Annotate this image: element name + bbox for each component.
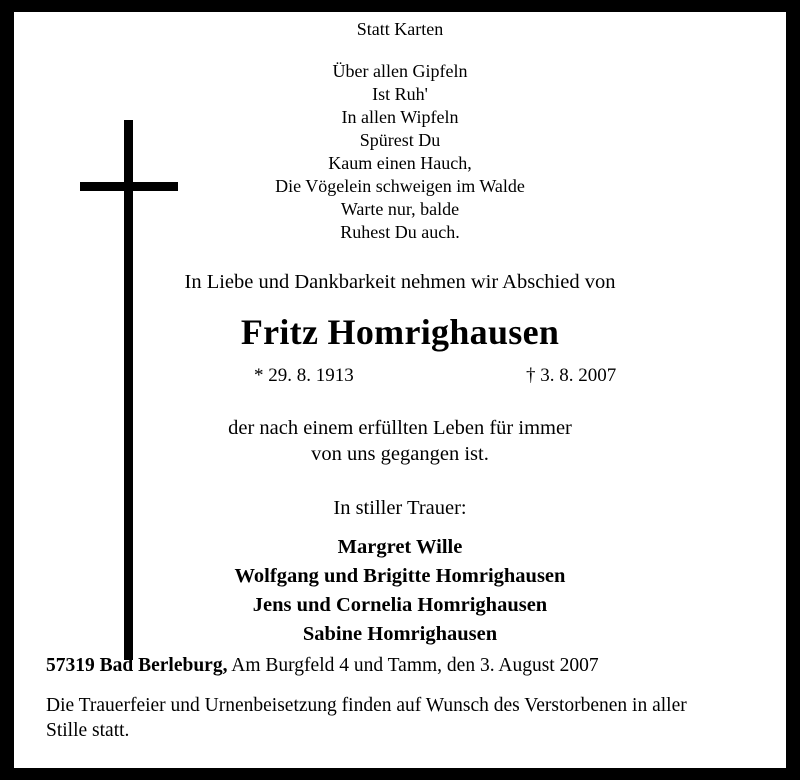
mourner-1: Margret Wille	[337, 536, 463, 559]
mourner-3: Jens und Cornelia Homrighausen	[252, 594, 548, 617]
mourner-2: Wolfgang und Brigitte Homrighausen	[234, 565, 566, 588]
poem-line-4: Spürest Du	[359, 130, 441, 150]
epitaph-line-2: von uns gegangen ist.	[311, 443, 489, 466]
address-rest: Am Burgfeld 4 und Tamm, den 3. August 2007	[227, 655, 599, 676]
life-dates	[14, 365, 786, 389]
funeral-notice	[46, 693, 760, 743]
mourner-4: Sabine Homrighausen	[302, 623, 498, 646]
notice-line-2: Stille statt.	[46, 720, 130, 742]
poem-line-3: In allen Wipfeln	[341, 107, 459, 127]
farewell-line: In Liebe und Dankbarkeit nehmen wir Abschied von	[184, 271, 616, 293]
statt-karten-line: Statt Karten	[356, 19, 444, 39]
epitaph-line-1: der nach einem erfüllten Leben für immer	[228, 417, 572, 440]
poem-line-2: Ist Ruh'	[372, 84, 428, 104]
deceased-name: Fritz Homrighausen	[240, 311, 560, 352]
poem-block	[14, 60, 786, 244]
poem-line-7: Warte nur, balde	[340, 199, 460, 219]
birth-date: * 29. 8. 1913	[254, 365, 354, 387]
obituary-footer	[46, 654, 760, 743]
poem-line-1: Über allen Gipfeln	[332, 61, 468, 81]
death-date: † 3. 8. 2007	[526, 365, 617, 387]
mourners-intro: In stiller Trauer:	[333, 497, 467, 520]
poem-line-6: Die Vögelein schweigen im Walde	[275, 176, 525, 196]
poem-line-5: Kaum einen Hauch,	[328, 153, 472, 173]
address-line	[46, 654, 760, 677]
poem-line-8: Ruhest Du auch.	[340, 222, 460, 242]
mourners-list	[14, 533, 786, 649]
notice-line-1: Die Trauerfeier und Urnenbeisetzung finden auf Wunsch des Verstorbenen in aller	[46, 695, 687, 717]
obituary-content	[14, 12, 786, 649]
obituary-card	[14, 12, 786, 768]
address-place: 57319 Bad Berleburg,	[46, 655, 228, 676]
epitaph-block	[14, 415, 786, 467]
